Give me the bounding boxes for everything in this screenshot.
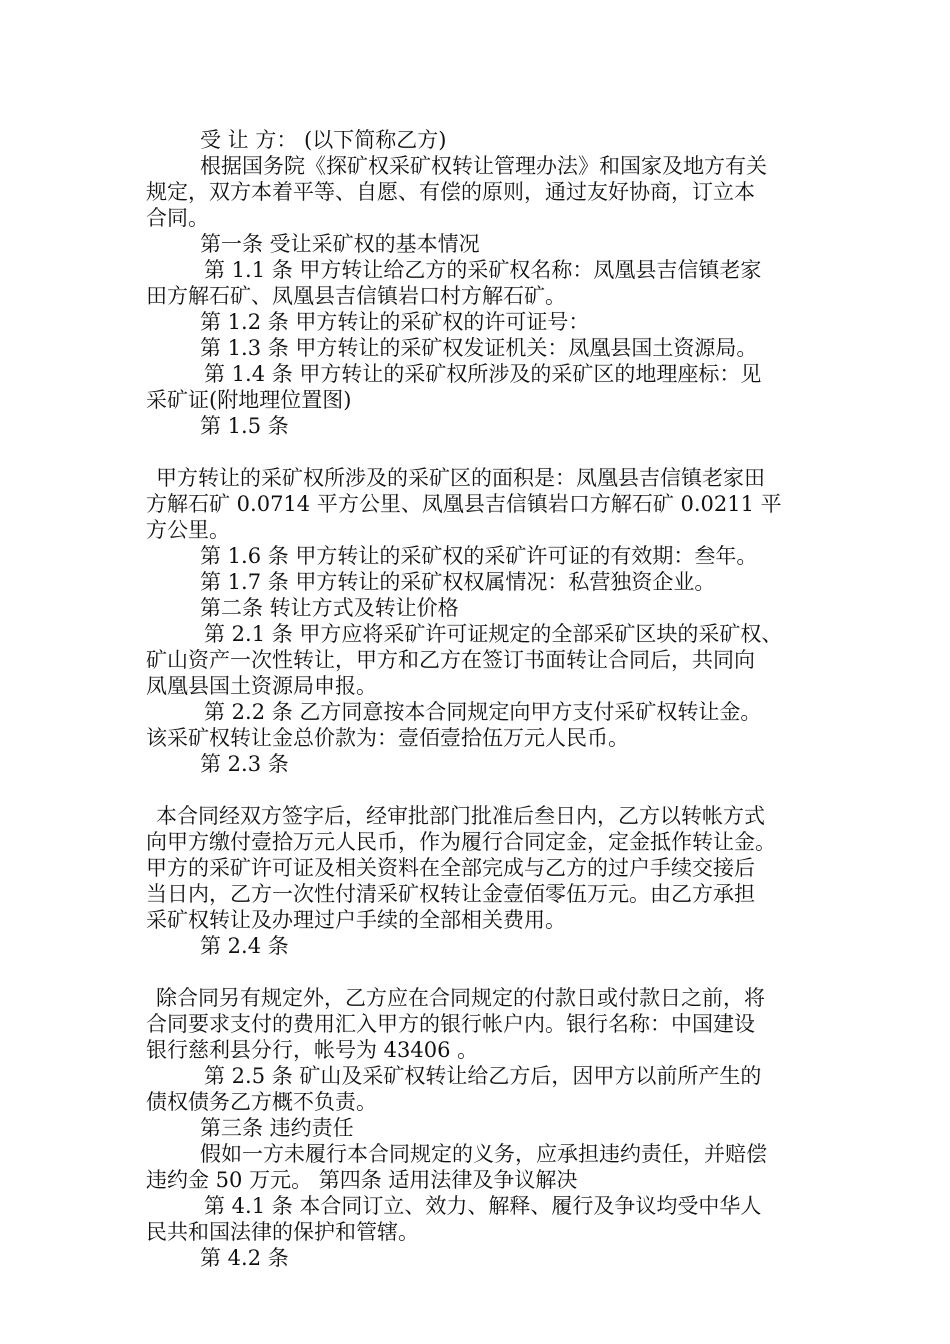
- clause-2-3-body-2: 向甲方缴付壹拾万元人民币，作为履行合同定金，定金抵作转让金。: [146, 830, 776, 854]
- clause-2-3-body-4: 当日内，乙方一次性付清采矿权转让金壹佰零伍万元。由乙方承担: [146, 882, 755, 906]
- clause-2-4: 第 2.4 条: [200, 934, 289, 958]
- clause-1-2: 第 1.2 条 甲方转让的采矿权的许可证号：: [200, 310, 590, 334]
- article-3-heading: 第三条 违约责任: [200, 1116, 354, 1140]
- clause-2-5-cont: 债权债务乙方概不负责。: [146, 1090, 377, 1114]
- clause-2-1-cont-2: 凤凰县国土资源局申报。: [146, 674, 377, 698]
- article-3-body-2: 违约金 50 万元。 第四条 适用法律及争议解决: [146, 1168, 578, 1192]
- clause-1-7: 第 1.7 条 甲方转让的采矿权权属情况：私营独资企业。: [200, 570, 716, 594]
- clause-2-1-cont-1: 矿山资产一次性转让，甲方和乙方在签订书面转让合同后，共同向: [146, 648, 755, 672]
- article-2-heading: 第二条 转让方式及转让价格: [200, 596, 459, 620]
- clause-1-5-body-2: 方解石矿 0.0714 平方公里、凤凰县吉信镇岩口方解石矿 0.0211 平: [146, 492, 782, 516]
- line-preamble-2: 规定，双方本着平等、自愿、有偿的原则，通过友好协商，订立本: [146, 180, 755, 204]
- clause-2-4-body-2: 合同要求支付的费用汇入甲方的银行帐户内。银行名称：中国建设: [146, 1012, 755, 1036]
- clause-1-4-cont: 采矿证(附地理位置图): [146, 388, 352, 412]
- clause-1-3: 第 1.3 条 甲方转让的采矿权发证机关：凤凰县国土资源局。: [200, 336, 758, 360]
- clause-2-3: 第 2.3 条: [200, 752, 289, 776]
- clause-4-2: 第 4.2 条: [200, 1246, 289, 1270]
- article-3-body-1: 假如一方未履行本合同规定的义务，应承担违约责任，并赔偿: [200, 1142, 767, 1166]
- clause-1-5: 第 1.5 条: [200, 414, 289, 438]
- clause-2-3-body-1: 本合同经双方签字后，经审批部门批准后叁日内，乙方以转帐方式: [156, 804, 765, 828]
- clause-2-4-body-1: 除合同另有规定外，乙方应在合同规定的付款日或付款日之前，将: [156, 986, 765, 1010]
- clause-1-4: 第 1.4 条 甲方转让的采矿权所涉及的采矿区的地理座标：见: [204, 362, 762, 386]
- clause-2-4-body-3: 银行慈利县分行，帐号为 43406 。: [146, 1038, 479, 1062]
- line-preamble-1: 根据国务院《探矿权采矿权转让管理办法》和国家及地方有关: [200, 154, 767, 178]
- clause-2-2-cont: 该采矿权转让金总价款为：壹佰壹拾伍万元人民币。: [146, 726, 629, 750]
- clause-2-2: 第 2.2 条 乙方同意按本合同规定向甲方支付采矿权转让金。: [204, 700, 762, 724]
- clause-1-6: 第 1.6 条 甲方转让的采矿权的采矿许可证的有效期：叁年。: [200, 544, 758, 568]
- clause-2-3-body-5: 采矿权转让及办理过户手续的全部相关费用。: [146, 908, 566, 932]
- clause-1-1: 第 1.1 条 甲方转让给乙方的采矿权名称：凤凰县吉信镇老家: [204, 258, 762, 282]
- line-recipient: 受 让 方： (以下简称乙方): [200, 128, 447, 152]
- clause-1-1-cont: 田方解石矿、凤凰县吉信镇岩口村方解石矿。: [146, 284, 566, 308]
- line-preamble-3: 合同。: [146, 206, 209, 230]
- article-1-heading: 第一条 受让采矿权的基本情况: [200, 232, 480, 256]
- clause-1-5-body-3: 方公里。: [146, 518, 230, 542]
- clause-4-1-cont: 民共和国法律的保护和管辖。: [146, 1220, 419, 1244]
- clause-2-1: 第 2.1 条 甲方应将采矿许可证规定的全部采矿区块的采矿权、: [204, 622, 783, 646]
- clause-1-5-body-1: 甲方转让的采矿权所涉及的采矿区的面积是：凤凰县吉信镇老家田: [156, 466, 765, 490]
- clause-2-3-body-3: 甲方的采矿许可证及相关资料在全部完成与乙方的过户手续交接后: [146, 856, 755, 880]
- clause-4-1: 第 4.1 条 本合同订立、效力、解释、履行及争议均受中华人: [204, 1194, 762, 1218]
- clause-2-5: 第 2.5 条 矿山及采矿权转让给乙方后，因甲方以前所产生的: [204, 1064, 762, 1088]
